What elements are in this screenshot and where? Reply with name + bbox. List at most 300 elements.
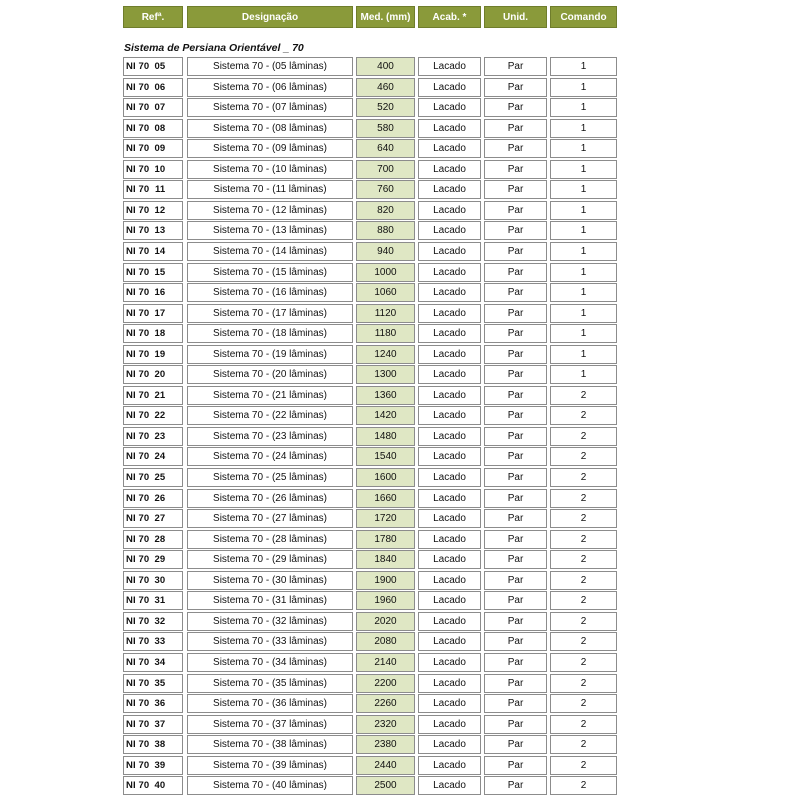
- cell-comando: 2: [550, 468, 617, 487]
- cell-comando: 2: [550, 674, 617, 693]
- cell-unid: Par: [484, 653, 547, 672]
- cell-comando: 1: [550, 119, 617, 138]
- cell-designacao: Sistema 70 - (40 lâminas): [187, 776, 353, 795]
- ref-number: 24: [154, 451, 166, 463]
- ref-number: 13: [154, 225, 166, 237]
- table-row: [123, 509, 617, 528]
- cell-acab: Lacado: [418, 242, 481, 261]
- table-row: [123, 180, 617, 199]
- header-acab: Acab. *: [418, 6, 481, 28]
- cell-comando: 1: [550, 98, 617, 117]
- cell-comando: 2: [550, 612, 617, 631]
- cell-unid: Par: [484, 468, 547, 487]
- cell-comando: 1: [550, 221, 617, 240]
- cell-acab: Lacado: [418, 180, 481, 199]
- cell-acab: Lacado: [418, 98, 481, 117]
- cell-comando: 1: [550, 242, 617, 261]
- cell-ref: [123, 735, 183, 754]
- table-row: [123, 263, 617, 282]
- cell-acab: Lacado: [418, 406, 481, 425]
- cell-ref: [123, 283, 183, 302]
- cell-ref: [123, 571, 183, 590]
- cell-designacao: Sistema 70 - (37 lâminas): [187, 715, 353, 734]
- ref-number: 22: [154, 410, 166, 422]
- cell-comando: 2: [550, 694, 617, 713]
- cell-comando: 1: [550, 263, 617, 282]
- cell-designacao: Sistema 70 - (39 lâminas): [187, 756, 353, 775]
- cell-ref: [123, 406, 183, 425]
- ref-prefix: NI 70: [126, 472, 150, 483]
- ref-number: 30: [154, 574, 166, 586]
- cell-acab: Lacado: [418, 365, 481, 384]
- cell-ref: [123, 242, 183, 261]
- cell-unid: Par: [484, 139, 547, 158]
- cell-ref: [123, 221, 183, 240]
- ref-prefix: NI 70: [126, 492, 150, 504]
- ref-number: 19: [154, 348, 166, 360]
- cell-ref: [123, 550, 183, 569]
- ref-prefix: NI 70: [126, 245, 150, 257]
- cell-acab: Lacado: [418, 283, 481, 302]
- cell-designacao: Sistema 70 - (07 lâminas): [187, 98, 353, 117]
- cell-acab: Lacado: [418, 324, 481, 343]
- cell-ref: [123, 509, 183, 528]
- cell-ref: [123, 530, 183, 549]
- ref-prefix: NI 70: [126, 143, 150, 155]
- header-med: Med. (mm): [356, 6, 415, 28]
- cell-acab: Lacado: [418, 468, 481, 487]
- ref-number: 38: [154, 739, 166, 751]
- ref-prefix: NI 70: [126, 595, 150, 607]
- cell-comando: 1: [550, 283, 617, 302]
- cell-unid: Par: [484, 447, 547, 466]
- ref-prefix: NI 70: [126, 615, 150, 627]
- cell-designacao: Sistema 70 - (38 lâminas): [187, 735, 353, 754]
- cell-ref: [123, 119, 183, 138]
- table-row: [123, 221, 617, 240]
- cell-comando: 1: [550, 345, 617, 364]
- cell-ref: [123, 591, 183, 610]
- table-row: [123, 468, 617, 487]
- cell-ref: [123, 263, 183, 282]
- cell-ref: [123, 489, 183, 508]
- cell-unid: Par: [484, 674, 547, 693]
- cell-acab: Lacado: [418, 612, 481, 631]
- cell-med: 1180: [356, 324, 415, 343]
- cell-ref: [123, 632, 183, 651]
- cell-acab: Lacado: [418, 386, 481, 405]
- cell-designacao: Sistema 70 - (21 lâminas): [187, 386, 353, 405]
- cell-unid: Par: [484, 509, 547, 528]
- cell-comando: 1: [550, 160, 617, 179]
- cell-designacao: Sistema 70 - (32 lâminas): [187, 612, 353, 631]
- table-row: [123, 653, 617, 672]
- ref-number: 39: [154, 759, 166, 771]
- cell-acab: Lacado: [418, 78, 481, 97]
- ref-prefix: NI 70: [126, 389, 150, 401]
- cell-med: 1600: [356, 468, 415, 487]
- cell-unid: Par: [484, 776, 547, 795]
- ref-number: 31: [154, 595, 166, 607]
- table-row: [123, 283, 617, 302]
- cell-comando: 1: [550, 304, 617, 323]
- cell-comando: 1: [550, 201, 617, 220]
- cell-med: 1540: [356, 447, 415, 466]
- cell-acab: Lacado: [418, 632, 481, 651]
- cell-designacao: Sistema 70 - (23 lâminas): [187, 427, 353, 446]
- cell-acab: Lacado: [418, 694, 481, 713]
- ref-prefix: NI 70: [126, 759, 150, 771]
- cell-unid: Par: [484, 632, 547, 651]
- ref-prefix: NI 70: [126, 184, 150, 196]
- table-row: [123, 365, 617, 384]
- cell-med: 2380: [356, 735, 415, 754]
- table-row: [123, 632, 617, 651]
- cell-acab: Lacado: [418, 489, 481, 508]
- cell-acab: Lacado: [418, 756, 481, 775]
- ref-number: 09: [154, 143, 166, 155]
- cell-unid: Par: [484, 57, 547, 76]
- ref-prefix: NI 70: [126, 348, 150, 360]
- cell-ref: [123, 468, 183, 487]
- cell-comando: 2: [550, 591, 617, 610]
- cell-designacao: Sistema 70 - (28 lâminas): [187, 530, 353, 549]
- cell-med: 2260: [356, 694, 415, 713]
- cell-designacao: Sistema 70 - (06 lâminas): [187, 78, 353, 97]
- ref-number: 26: [154, 492, 166, 504]
- cell-acab: Lacado: [418, 735, 481, 754]
- ref-number: 18: [154, 328, 166, 340]
- ref-number: 36: [154, 698, 166, 710]
- ref-number: 40: [154, 780, 166, 792]
- cell-acab: Lacado: [418, 160, 481, 179]
- cell-unid: Par: [484, 591, 547, 610]
- table-row: [123, 776, 617, 795]
- cell-ref: [123, 612, 183, 631]
- cell-acab: Lacado: [418, 715, 481, 734]
- cell-ref: [123, 427, 183, 446]
- table-row: [123, 530, 617, 549]
- cell-med: 1420: [356, 406, 415, 425]
- cell-med: 1360: [356, 386, 415, 405]
- cell-ref: [123, 694, 183, 713]
- ref-prefix: NI 70: [126, 410, 150, 422]
- cell-comando: 2: [550, 386, 617, 405]
- table-row: [123, 324, 617, 343]
- cell-ref: [123, 345, 183, 364]
- cell-designacao: Sistema 70 - (30 lâminas): [187, 571, 353, 590]
- ref-prefix: NI 70: [126, 369, 150, 381]
- table-row: [123, 715, 617, 734]
- cell-med: 1000: [356, 263, 415, 282]
- cell-med: 1780: [356, 530, 415, 549]
- cell-designacao: Sistema 70 - (27 lâminas): [187, 509, 353, 528]
- cell-med: 1660: [356, 489, 415, 508]
- cell-med: 1900: [356, 571, 415, 590]
- table-row: [123, 386, 617, 405]
- ref-number: 16: [154, 287, 166, 299]
- cell-comando: 2: [550, 447, 617, 466]
- cell-med: 1720: [356, 509, 415, 528]
- cell-unid: Par: [484, 119, 547, 138]
- cell-med: 2320: [356, 715, 415, 734]
- cell-unid: Par: [484, 78, 547, 97]
- table-row: [123, 571, 617, 590]
- ref-prefix: NI 70: [126, 225, 150, 237]
- ref-number: 23: [154, 430, 166, 442]
- cell-designacao: Sistema 70 - (13 lâminas): [187, 221, 353, 240]
- cell-comando: 2: [550, 509, 617, 528]
- ref-number: 05: [154, 61, 166, 72]
- table-row: [123, 447, 617, 466]
- cell-med: 2500: [356, 776, 415, 795]
- cell-comando: 2: [550, 406, 617, 425]
- ref-number: 27: [154, 513, 166, 525]
- table-row: [123, 160, 617, 179]
- cell-designacao: Sistema 70 - (11 lâminas): [187, 180, 353, 199]
- cell-ref: [123, 180, 183, 199]
- ref-prefix: NI 70: [126, 122, 150, 134]
- cell-unid: Par: [484, 201, 547, 220]
- cell-comando: 2: [550, 530, 617, 549]
- cell-med: 1840: [356, 550, 415, 569]
- cell-ref: [123, 78, 183, 97]
- cell-unid: Par: [484, 735, 547, 754]
- ref-prefix: NI 70: [126, 698, 150, 710]
- table-row: [123, 98, 617, 117]
- ref-number: 32: [154, 615, 166, 627]
- cell-designacao: Sistema 70 - (05 lâminas): [187, 57, 353, 76]
- table-row: [123, 57, 617, 76]
- ref-number: 11: [154, 184, 166, 196]
- cell-med: 640: [356, 139, 415, 158]
- table-row: [123, 612, 617, 631]
- cell-ref: [123, 756, 183, 775]
- cell-ref: [123, 324, 183, 343]
- cell-unid: Par: [484, 571, 547, 590]
- ref-prefix: NI 70: [126, 554, 150, 566]
- cell-med: 2020: [356, 612, 415, 631]
- cell-med: 820: [356, 201, 415, 220]
- cell-med: 1480: [356, 427, 415, 446]
- ref-prefix: NI 70: [126, 204, 150, 216]
- ref-prefix: NI 70: [126, 163, 150, 175]
- ref-number: 20: [154, 369, 166, 381]
- ref-number: 21: [154, 389, 166, 401]
- table-row: [123, 694, 617, 713]
- cell-ref: [123, 57, 183, 76]
- ref-prefix: NI 70: [126, 102, 150, 114]
- cell-ref: [123, 653, 183, 672]
- cell-comando: 2: [550, 571, 617, 590]
- cell-unid: Par: [484, 345, 547, 364]
- cell-acab: Lacado: [418, 653, 481, 672]
- ref-prefix: NI 70: [126, 780, 150, 792]
- cell-acab: Lacado: [418, 530, 481, 549]
- table-row: [123, 674, 617, 693]
- cell-designacao: Sistema 70 - (33 lâminas): [187, 632, 353, 651]
- ref-prefix: NI 70: [126, 513, 150, 525]
- cell-designacao: Sistema 70 - (26 lâminas): [187, 489, 353, 508]
- cell-acab: Lacado: [418, 221, 481, 240]
- cell-unid: Par: [484, 242, 547, 261]
- table-row: [123, 201, 617, 220]
- cell-unid: Par: [484, 715, 547, 734]
- cell-acab: Lacado: [418, 591, 481, 610]
- cell-designacao: Sistema 70 - (36 lâminas): [187, 694, 353, 713]
- cell-designacao: Sistema 70 - (34 lâminas): [187, 653, 353, 672]
- cell-designacao: Sistema 70 - (22 lâminas): [187, 406, 353, 425]
- cell-unid: Par: [484, 221, 547, 240]
- cell-comando: 2: [550, 489, 617, 508]
- table-row: [123, 427, 617, 446]
- ref-prefix: NI 70: [126, 636, 150, 648]
- header-designacao: Designação: [187, 6, 353, 28]
- ref-prefix: NI 70: [126, 266, 150, 278]
- cell-unid: Par: [484, 180, 547, 199]
- cell-unid: Par: [484, 324, 547, 343]
- cell-comando: 1: [550, 324, 617, 343]
- cell-ref: [123, 201, 183, 220]
- table-row: [123, 345, 617, 364]
- cell-unid: Par: [484, 427, 547, 446]
- table-row: [123, 489, 617, 508]
- cell-med: 2440: [356, 756, 415, 775]
- table-row: [123, 139, 617, 158]
- table-row: [123, 78, 617, 97]
- cell-designacao: Sistema 70 - (19 lâminas): [187, 345, 353, 364]
- cell-comando: 1: [550, 365, 617, 384]
- cell-comando: 2: [550, 735, 617, 754]
- cell-unid: Par: [484, 694, 547, 713]
- cell-unid: Par: [484, 406, 547, 425]
- ref-number: 33: [154, 636, 166, 648]
- cell-acab: Lacado: [418, 427, 481, 446]
- cell-designacao: Sistema 70 - (25 lâminas): [187, 468, 353, 487]
- ref-prefix: NI 70: [126, 677, 150, 689]
- cell-comando: 1: [550, 180, 617, 199]
- cell-designacao: Sistema 70 - (24 lâminas): [187, 447, 353, 466]
- cell-designacao: Sistema 70 - (29 lâminas): [187, 550, 353, 569]
- ref-prefix: NI 70: [126, 81, 150, 93]
- cell-med: 1060: [356, 283, 415, 302]
- ref-number: 37: [154, 718, 166, 730]
- cell-acab: Lacado: [418, 776, 481, 795]
- ref-number: 17: [154, 307, 166, 319]
- cell-comando: 2: [550, 632, 617, 651]
- cell-comando: 1: [550, 139, 617, 158]
- ref-prefix: NI 70: [126, 533, 150, 545]
- table-row: [123, 304, 617, 323]
- section-title: Sistema de Persiana Orientável _ 70: [124, 42, 304, 54]
- cell-ref: [123, 386, 183, 405]
- cell-med: 1300: [356, 365, 415, 384]
- cell-med: 1120: [356, 304, 415, 323]
- ref-number: 08: [154, 122, 166, 134]
- cell-acab: Lacado: [418, 201, 481, 220]
- cell-med: 940: [356, 242, 415, 261]
- table-row: [123, 119, 617, 138]
- table-row: [123, 406, 617, 425]
- ref-prefix: NI 70: [126, 656, 150, 668]
- ref-number: 28: [154, 533, 166, 545]
- cell-acab: Lacado: [418, 509, 481, 528]
- cell-acab: Lacado: [418, 263, 481, 282]
- cell-med: 520: [356, 98, 415, 117]
- cell-designacao: Sistema 70 - (09 lâminas): [187, 139, 353, 158]
- cell-unid: Par: [484, 489, 547, 508]
- ref-number: 06: [154, 81, 166, 93]
- cell-comando: 2: [550, 550, 617, 569]
- cell-unid: Par: [484, 263, 547, 282]
- cell-comando: 1: [550, 78, 617, 97]
- cell-designacao: Sistema 70 - (17 lâminas): [187, 304, 353, 323]
- cell-designacao: Sistema 70 - (10 lâminas): [187, 160, 353, 179]
- cell-med: 2140: [356, 653, 415, 672]
- cell-designacao: Sistema 70 - (31 lâminas): [187, 591, 353, 610]
- cell-unid: Par: [484, 283, 547, 302]
- ref-prefix: NI 70: [126, 718, 150, 730]
- cell-designacao: Sistema 70 - (35 lâminas): [187, 674, 353, 693]
- ref-prefix: NI 70: [126, 287, 150, 299]
- cell-designacao: Sistema 70 - (12 lâminas): [187, 201, 353, 220]
- cell-med: 400: [356, 57, 415, 76]
- cell-med: 760: [356, 180, 415, 199]
- ref-prefix: NI 70: [126, 574, 150, 586]
- cell-unid: Par: [484, 550, 547, 569]
- cell-acab: Lacado: [418, 57, 481, 76]
- cell-med: 2200: [356, 674, 415, 693]
- cell-med: 700: [356, 160, 415, 179]
- cell-unid: Par: [484, 386, 547, 405]
- ref-number: 10: [154, 163, 166, 175]
- cell-unid: Par: [484, 756, 547, 775]
- cell-acab: Lacado: [418, 304, 481, 323]
- cell-med: 1960: [356, 591, 415, 610]
- header-ref: Refª.: [123, 6, 183, 28]
- ref-prefix: NI 70: [126, 307, 150, 319]
- table-row: [123, 735, 617, 754]
- ref-prefix: NI 70: [126, 61, 150, 72]
- cell-unid: Par: [484, 612, 547, 631]
- ref-prefix: NI 70: [126, 430, 150, 442]
- cell-comando: 2: [550, 715, 617, 734]
- cell-designacao: Sistema 70 - (20 lâminas): [187, 365, 353, 384]
- cell-acab: Lacado: [418, 345, 481, 364]
- cell-acab: Lacado: [418, 447, 481, 466]
- header-comando: Comando: [550, 6, 617, 28]
- ref-number: 35: [154, 677, 166, 689]
- cell-unid: Par: [484, 304, 547, 323]
- cell-ref: [123, 447, 183, 466]
- cell-ref: [123, 776, 183, 795]
- ref-number: 34: [154, 656, 166, 668]
- cell-ref: [123, 98, 183, 117]
- cell-comando: 2: [550, 776, 617, 795]
- cell-comando: 2: [550, 756, 617, 775]
- cell-unid: Par: [484, 530, 547, 549]
- ref-number: 14: [154, 245, 166, 257]
- cell-unid: Par: [484, 160, 547, 179]
- cell-unid: Par: [484, 365, 547, 384]
- ref-number: 15: [154, 266, 166, 278]
- ref-prefix: NI 70: [126, 739, 150, 751]
- cell-acab: Lacado: [418, 139, 481, 158]
- cell-med: 2080: [356, 632, 415, 651]
- cell-acab: Lacado: [418, 674, 481, 693]
- cell-ref: [123, 304, 183, 323]
- cell-unid: Par: [484, 98, 547, 117]
